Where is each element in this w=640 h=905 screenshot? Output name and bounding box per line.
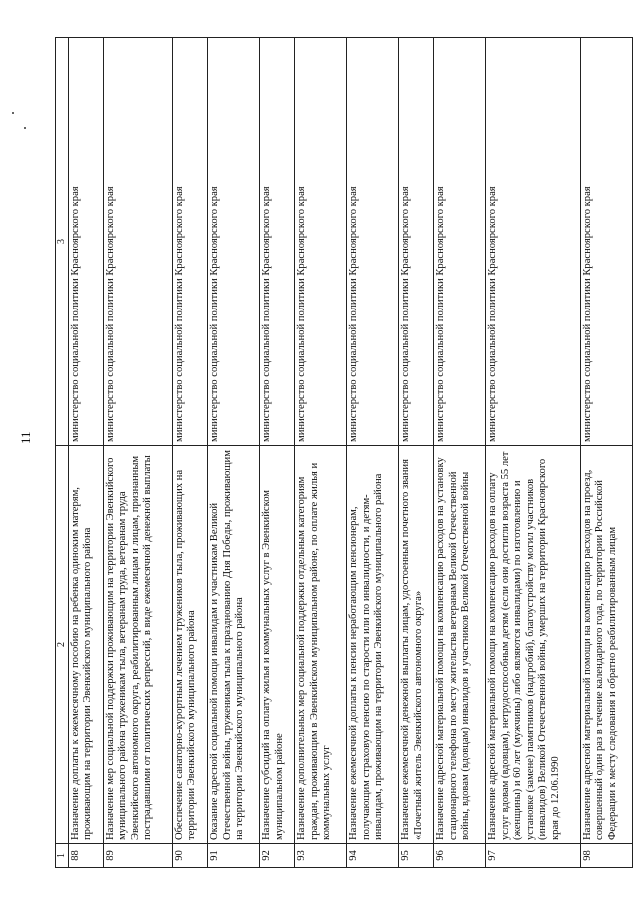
service-name: Назначение дополнительных мер социальной поддержки отдельным категориям граждан, проживающим в Эвенкийском муниципальном районе, по оплате жилья и коммунальных услуг	[295, 446, 347, 844]
row-number: 97	[486, 844, 580, 868]
service-name: Назначение мер социальной поддержки проживающим на территории Эвенкийского муниципального района труженикам тыла, ветеранам труда, ветеранам труда Эвенкийского автономного округа, реабилитированным лицам и лицам, признанным пострадавшими от политических репрессий, в виде ежемесячной денежной выплаты	[103, 446, 172, 844]
row-number: 95	[399, 844, 434, 868]
service-name: Оказание адресной социальной помощи инвалидам и участникам Великой Отечественной войны, труженикам тыла к празднованию Дня Победы, проживающим на территории Эвенкийского муниципального района	[208, 446, 260, 844]
header-col-1: 1	[56, 844, 69, 868]
row-number: 98	[580, 844, 632, 868]
table-row	[208, 38, 260, 868]
row-number: 91	[208, 844, 260, 868]
service-name: Назначение ежемесячной денежной выплаты лицам, удостоенным почетного звания «Почетный житель Эвенкийского автономного округа»	[399, 446, 434, 844]
table-row	[68, 38, 103, 868]
executor-name: министерство социальной политики Красноярского края	[172, 38, 207, 446]
executor-name: министерство социальной политики Красноярского края	[103, 38, 172, 446]
service-name: Назначение адресной материальной помощи на компенсацию расходов на установку стационарного телефона по месту жительства ветеранам Великой Отечественной войны, вдовам (вдовцам) инвалидов и участников Великой Отечественной войны	[434, 446, 486, 844]
table-row	[347, 38, 399, 868]
row-number: 88	[68, 844, 103, 868]
row-number: 92	[260, 844, 295, 868]
table-row	[295, 38, 347, 868]
table-row	[486, 38, 580, 868]
table-row	[580, 38, 632, 868]
row-number: 89	[103, 844, 172, 868]
header-row	[56, 38, 69, 868]
service-name: Назначение адресной материальной помощи на компенсацию расходов на оплату услуг вдовам (вдовцам), нетрудоспособным детям (если они достигли возраста 55 лет (женщины) и 60 лет (мужчины) либо являются инвалидами) по изготовлению и установке (замене) памятников (надгробий), благоустройству могил участников (инвалидов) Великой Отечественной войны, умерших на территории Красноярского края до 12.06.1990	[486, 446, 580, 844]
row-number: 94	[347, 844, 399, 868]
table-row	[172, 38, 207, 868]
service-name: Назначение субсидий на оплату жилья и коммунальных услуг в Эвенкийском муниципальном районе	[260, 446, 295, 844]
table-row	[103, 38, 172, 868]
executor-name: министерство социальной политики Красноярского края	[347, 38, 399, 446]
service-name: Назначение доплаты к ежемесячному пособию на ребенка одиноким матерям, проживающим на территории Эвенкийского муниципального района	[68, 446, 103, 844]
executor-name: министерство социальной политики Красноярского края	[260, 38, 295, 446]
page-number: 11	[18, 431, 33, 444]
service-name: Назначение адресной материальной помощи на компенсацию расходов на проезд, совершенный один раз в течение календарного года, по территории Российской Федерации к месту следования и обратно реабилитированным лицам	[580, 446, 632, 844]
scan-speck	[24, 127, 26, 129]
executor-name: министерство социальной политики Красноярского края	[68, 38, 103, 446]
service-name: Обеспечение санаторно-курортным лечением тружеников тыла, проживающих на территории Эвенкийского муниципального района	[172, 446, 207, 844]
header-col-3: 3	[56, 38, 69, 446]
executor-name: министерство социальной политики Красноярского края	[486, 38, 580, 446]
executor-name: министерство социальной политики Красноярского края	[295, 38, 347, 446]
header-col-2: 2	[56, 446, 69, 844]
table-row	[260, 38, 295, 868]
table-row	[434, 38, 486, 868]
row-number: 90	[172, 844, 207, 868]
executor-name: министерство социальной политики Красноярского края	[208, 38, 260, 446]
scan-speck	[12, 112, 14, 114]
services-table	[55, 37, 633, 868]
executor-name: министерство социальной политики Красноярского края	[580, 38, 632, 446]
executor-name: министерство социальной политики Красноярского края	[434, 38, 486, 446]
row-number: 96	[434, 844, 486, 868]
executor-name: министерство социальной политики Красноярского края	[399, 38, 434, 446]
row-number: 93	[295, 844, 347, 868]
table-row	[399, 38, 434, 868]
service-name: Назначение ежемесячной доплаты к пенсии неработающим пенсионерам, получающим страховую пенсию по старости или по инвалидности, и детям-инвалидам, проживающим на территории Эвенкийского муниципального района	[347, 446, 399, 844]
